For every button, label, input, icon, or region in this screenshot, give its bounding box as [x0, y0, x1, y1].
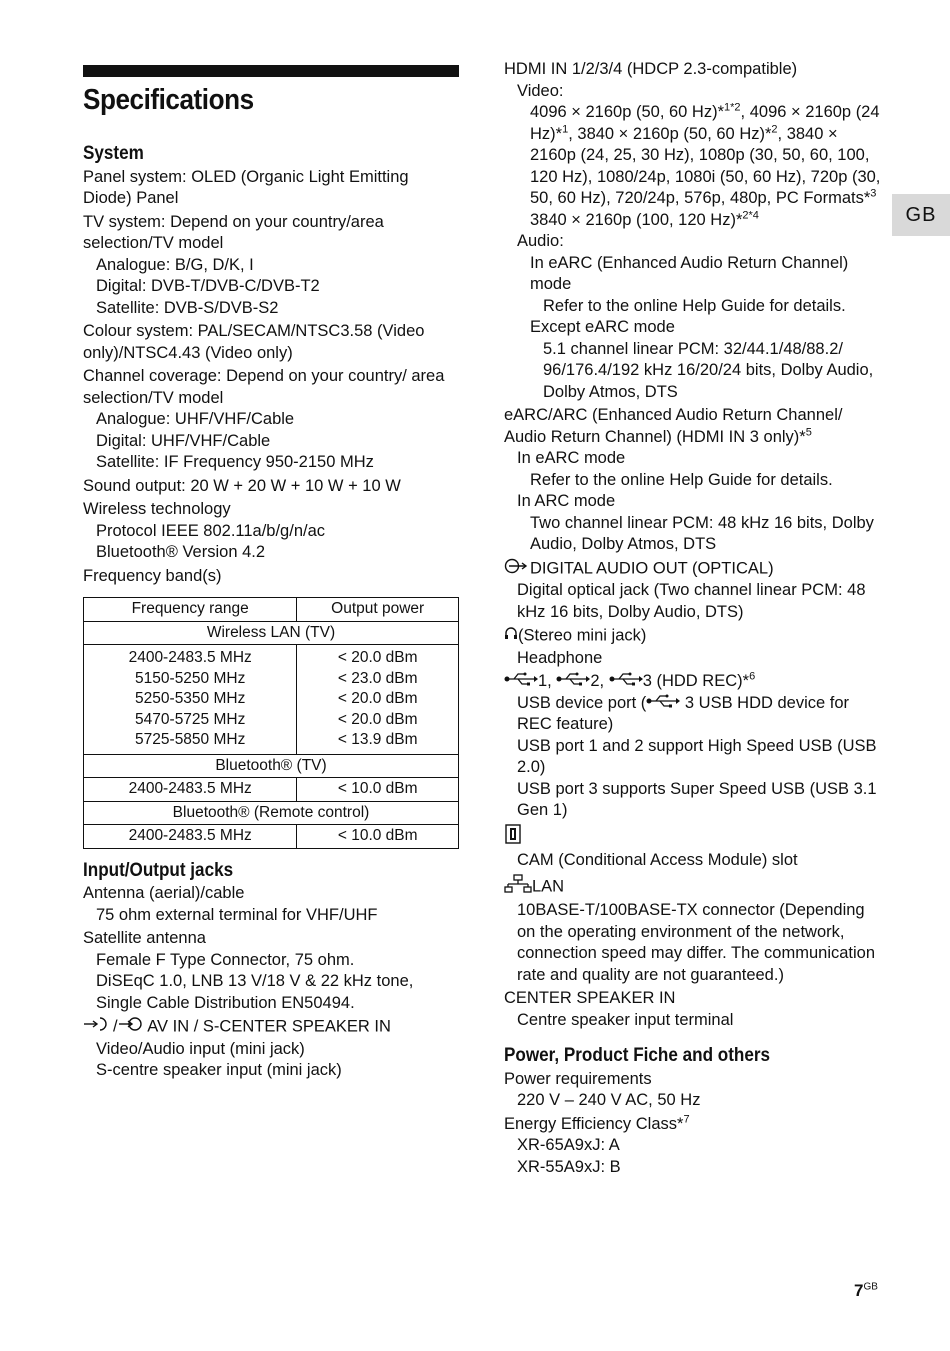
usb-icon	[609, 671, 643, 693]
frequency-bands: Frequency band(s)	[83, 566, 222, 585]
tv-system: TV system: Depend on your country/area selection/TV model	[83, 212, 384, 252]
power-heading: Power, Product Fiche and others	[504, 1045, 771, 1067]
output-power-cell: < 20.0 dBm	[297, 710, 459, 731]
bt-rc-label: Bluetooth® (Remote control)	[84, 801, 459, 825]
col-output-power: Output power	[297, 598, 459, 622]
frequency-table	[83, 597, 459, 849]
freq-range-cell: 5725-5850 MHz	[84, 730, 297, 754]
satellite-detail-2: DiSEqC 1.0, LNB 13 V/18 V & 22 kHz tone, Single Cable Distribution EN50494.	[96, 972, 414, 1012]
earc-in-arc: In ARC mode	[517, 492, 616, 510]
headphone-icon	[504, 625, 518, 648]
usb-icon	[556, 671, 590, 693]
table-row	[84, 645, 459, 669]
ch-satellite: Satellite: IF Frequency 950-2150 MHz	[96, 453, 374, 471]
table-row	[84, 669, 459, 690]
earc-in-earc: In eARC mode	[517, 449, 626, 467]
colour-system: Colour system: PAL/SECAM/NTSC3.58 (Video only)/NTSC4.43 (Video only)	[83, 322, 425, 362]
freq-range-cell: 5470-5725 MHz	[84, 710, 297, 731]
wireless-tech: Wireless technology	[83, 500, 231, 518]
cam-detail: CAM (Conditional Access Module) slot	[517, 851, 798, 870]
hdmi-video-hfr: 3840 × 2160p (100, 120 Hz)*$^{2*4}$	[530, 209, 759, 229]
cam-slot-icon	[504, 824, 522, 851]
av-detail-2: S-centre speaker input (mini jack)	[96, 1061, 342, 1079]
freq-range-cell: 2400-2483.5 MHz	[84, 645, 297, 669]
satellite-detail-1: Female F Type Connector, 75 ohm.	[96, 950, 355, 969]
earc-in-earc-ref: Refer to the online Help Guide for details.	[530, 470, 833, 489]
earc-in-arc-detail: Two channel linear PCM: 48 kHz 16 bits, Dolby Audio, Dolby Atmos, DTS	[530, 513, 874, 553]
hdmi-earc-ref: Refer to the online Help Guide for details.	[543, 296, 846, 315]
usb-port-3: USB port 3 supports Super Speed USB (USB 3.1 Gen 1)	[517, 779, 877, 820]
power-requirements: Power requirements	[504, 1069, 652, 1088]
tv-digital: Digital: DVB-T/DVB-C/DVB-T2	[96, 277, 320, 295]
headphone-detail: Headphone	[517, 648, 603, 667]
output-power-cell: < 13.9 dBm	[297, 730, 459, 754]
av-detail-1: Video/Audio input (mini jack)	[96, 1039, 305, 1058]
freq-range-cell: 2400-2483.5 MHz	[84, 825, 297, 849]
page-number: $7^{GB}$	[854, 1281, 878, 1300]
freq-range-cell: 5150-5250 MHz	[84, 669, 297, 690]
hdmi-except-earc: Except eARC mode	[530, 318, 675, 336]
sound-output: Sound output: 20 W + 20 W + 10 W + 10 W	[83, 476, 401, 495]
table-row	[84, 730, 459, 754]
antenna-detail: 75 ohm external terminal for VHF/UHF	[96, 905, 378, 924]
antenna: Antenna (aerial)/cable	[83, 884, 245, 902]
table-row	[84, 689, 459, 710]
satellite-antenna: Satellite antenna	[83, 929, 206, 947]
energy-model-65: XR-65A9xJ: A	[517, 1136, 620, 1155]
table-row	[84, 710, 459, 731]
tv-satellite: Satellite: DVB-S/DVB-S2	[96, 298, 279, 317]
col-frequency-range: Frequency range	[84, 598, 297, 622]
wifi-protocol: Protocol IEEE 802.11a/b/g/n/ac	[96, 521, 326, 540]
output-power-cell: < 20.0 dBm	[297, 645, 459, 669]
usb-icon	[504, 671, 538, 693]
output-power-cell: < 10.0 dBm	[297, 825, 459, 849]
earc-title: eARC/ARC (Enhanced Audio Return Channel/ Audio Return Channel) (HDMI IN 3 only)*$^5$	[504, 406, 843, 446]
power-req-detail: 220 V – 240 V AC, 50 Hz	[517, 1091, 701, 1110]
av-separator: /	[113, 1017, 118, 1036]
lan-title: LAN	[504, 874, 884, 901]
center-detail: Centre speaker input terminal	[517, 1010, 734, 1029]
hdmi-video-formats: 4096 × 2160p (50, 60 Hz)*$^{1*2}$, 4096 × 2160p (24 Hz)*$^1$, 3840 × 2160p (50, 60 Hz)*$^2$, 3840 × 2160p (24, 25, 30 Hz), 1080p (30, 50, 60, 100, 120 Hz), 1080/24p, 1080i (50, 60 Hz), 720p (30, 50, 60 Hz), 720/24p, 576p, 480p, PC Formats*$^3$	[530, 101, 881, 207]
table-row	[84, 778, 459, 802]
panel-system: Panel system: OLED (Organic Light Emitting Diode) Panel	[83, 167, 409, 207]
freq-range-cell: 5250-5350 MHz	[84, 689, 297, 710]
lan-icon	[504, 874, 532, 901]
language-tab: GB	[892, 194, 950, 236]
hdmi-title: HDMI IN 1/2/3/4 (HDCP 2.3-compatible)	[504, 60, 798, 78]
optical-out-icon	[504, 558, 530, 581]
hdmi-earc-mode: In eARC (Enhanced Audio Return Channel) mode	[530, 253, 849, 293]
av-in	[83, 1016, 459, 1039]
av-input-icon	[83, 1016, 113, 1039]
optical-title: DIGITAL AUDIO OUT (OPTICAL)	[504, 558, 884, 581]
hdmi-video: Video:	[517, 81, 564, 100]
output-power-cell: < 23.0 dBm	[297, 669, 459, 690]
output-power-cell: < 10.0 dBm	[297, 778, 459, 802]
tv-analogue: Analogue: B/G, D/K, I	[96, 255, 254, 274]
title-rule	[83, 65, 459, 77]
usb-port-12: USB port 1 and 2 support High Speed USB (USB 2.0)	[517, 736, 877, 777]
ch-analogue: Analogue: UHF/VHF/Cable	[96, 410, 295, 428]
table-row	[84, 825, 459, 849]
energy-model-55: XR-55A9xJ: B	[517, 1157, 621, 1176]
ch-digital: Digital: UHF/VHF/Cable	[96, 431, 271, 450]
output-power-cell: < 20.0 dBm	[297, 689, 459, 710]
right-column	[504, 59, 884, 1178]
usb-device-port: USB device port ( 3 USB HDD device for REC feature)	[517, 693, 850, 734]
left-column	[83, 143, 459, 1082]
av-in-label: AV IN / S-CENTER SPEAKER IN	[147, 1017, 391, 1036]
bluetooth-version: Bluetooth® Version 4.2	[96, 543, 266, 561]
headphone-title: (Stereo mini jack)	[504, 625, 884, 648]
energy-class: Energy Efficiency Class*$^7$	[504, 1113, 690, 1133]
center-title: CENTER SPEAKER IN	[504, 989, 676, 1008]
lan-detail: 10BASE-T/100BASE-TX connector (Depending on the operating environment of the network, connection speed may differ. The communication rate and quality are not guaranteed.)	[517, 901, 876, 984]
hdmi-except-detail: 5.1 channel linear PCM: 32/44.1/48/88.2/ 96/176.4/192 kHz 16/20/24 bits, Dolby Audio, Dolby Atmos, DTS	[543, 339, 874, 401]
io-heading: Input/Output jacks	[83, 859, 234, 881]
wlan-label: Wireless LAN (TV)	[84, 621, 459, 645]
cam-title	[504, 824, 884, 851]
hdmi-audio: Audio:	[517, 232, 564, 250]
usb-title: 1, 2, 3 (HDD REC)*$^6$	[504, 671, 884, 693]
freq-range-cell: 2400-2483.5 MHz	[84, 778, 297, 802]
bt-tv-label: Bluetooth® (TV)	[84, 754, 459, 778]
optical-detail: Digital optical jack (Two channel linear PCM: 48 kHz 16 bits, Dolby Audio, DTS)	[517, 581, 866, 621]
av-input-icon	[118, 1016, 144, 1039]
system-heading: System	[83, 143, 144, 164]
usb-icon	[646, 693, 680, 715]
page-title: Specifications	[83, 84, 254, 116]
channel-coverage: Channel coverage: Depend on your country/ area selection/TV model	[83, 367, 445, 407]
